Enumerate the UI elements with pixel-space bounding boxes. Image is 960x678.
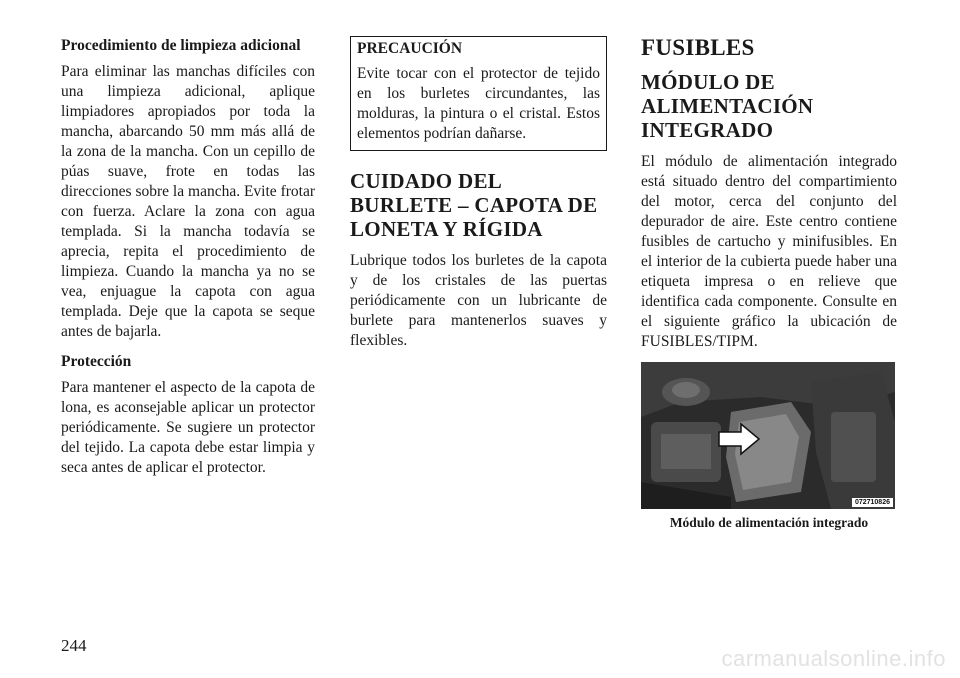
watermark: carmanualsonline.info [721,646,946,671]
weatherstrip-heading: CUIDADO DEL BURLETE – CAPOTA DE LONETA Y RÍGIDA [350,169,598,241]
engine-bay-photo [641,362,895,509]
right-column [641,36,897,531]
section-heading-cleaning: Procedimiento de limpieza adicional [61,37,301,54]
caution-text: Evite tocar con el protector de tejido en los burletes circundantes, las molduras, la pintura o el cristal. Estos elementos podrían dañarse. [357,65,600,142]
protection-paragraph: Para mantener el aspecto de la capota de lona, es aconsejable aplicar un protector periódicamente. Se sugiere un protector del tejido. La capota debe estar limpia y seca antes de aplicar el protector. [61,379,315,476]
figure-caption: Módulo de alimentación integrado [669,515,869,530]
weatherstrip-paragraph: Lubrique todos los burletes de la capota y de los cristales de las puertas periódicamente con un lubricante de burlete para mantenerlos suaves y flexibles. [350,252,607,349]
power-module-heading: MÓDULO DE ALIMENTACIÓN INTEGRADO [641,70,814,142]
chapter-title: FUSIBLES [641,35,755,60]
left-column [61,36,315,478]
figure-id-label: 072710826 [852,498,893,507]
middle-column [350,36,607,351]
caution-title: PRECAUCIÓN [357,40,463,57]
cleaning-paragraph: Para eliminar las manchas difíciles con una limpieza adicional, aplique limpiadores apropiados por toda la mancha, abarcando 50 mm más allá de la zona de la mancha. Con un cepillo de púas suave, frote en todas las direcciones sobre la mancha. Evite frotar con fuerza. Aclare la zona con agua templada. Si la mancha todavía se aprecia, repita el procedimiento de limpieza. Cuando la mancha ya no se vea, enjuague la capota con agua templada. Deje que la capota se seque antes de bajarla. [61,63,315,340]
page-number: 244 [61,636,87,655]
section-heading-protection: Protección [61,353,132,370]
caution-box [350,36,607,151]
power-module-paragraph: El módulo de alimentación integrado está situado dentro del compartimiento del motor, cerca del conjunto del depurador de aire. Este centro contiene fusibles de cartucho y minifusibles. En el interior de la cubierta puede haber una etiqueta impresa o en relieve que identifica cada componente. Consulte en el siguiente gráfico la ubicación de FUSIBLES/TIPM. [641,153,897,350]
